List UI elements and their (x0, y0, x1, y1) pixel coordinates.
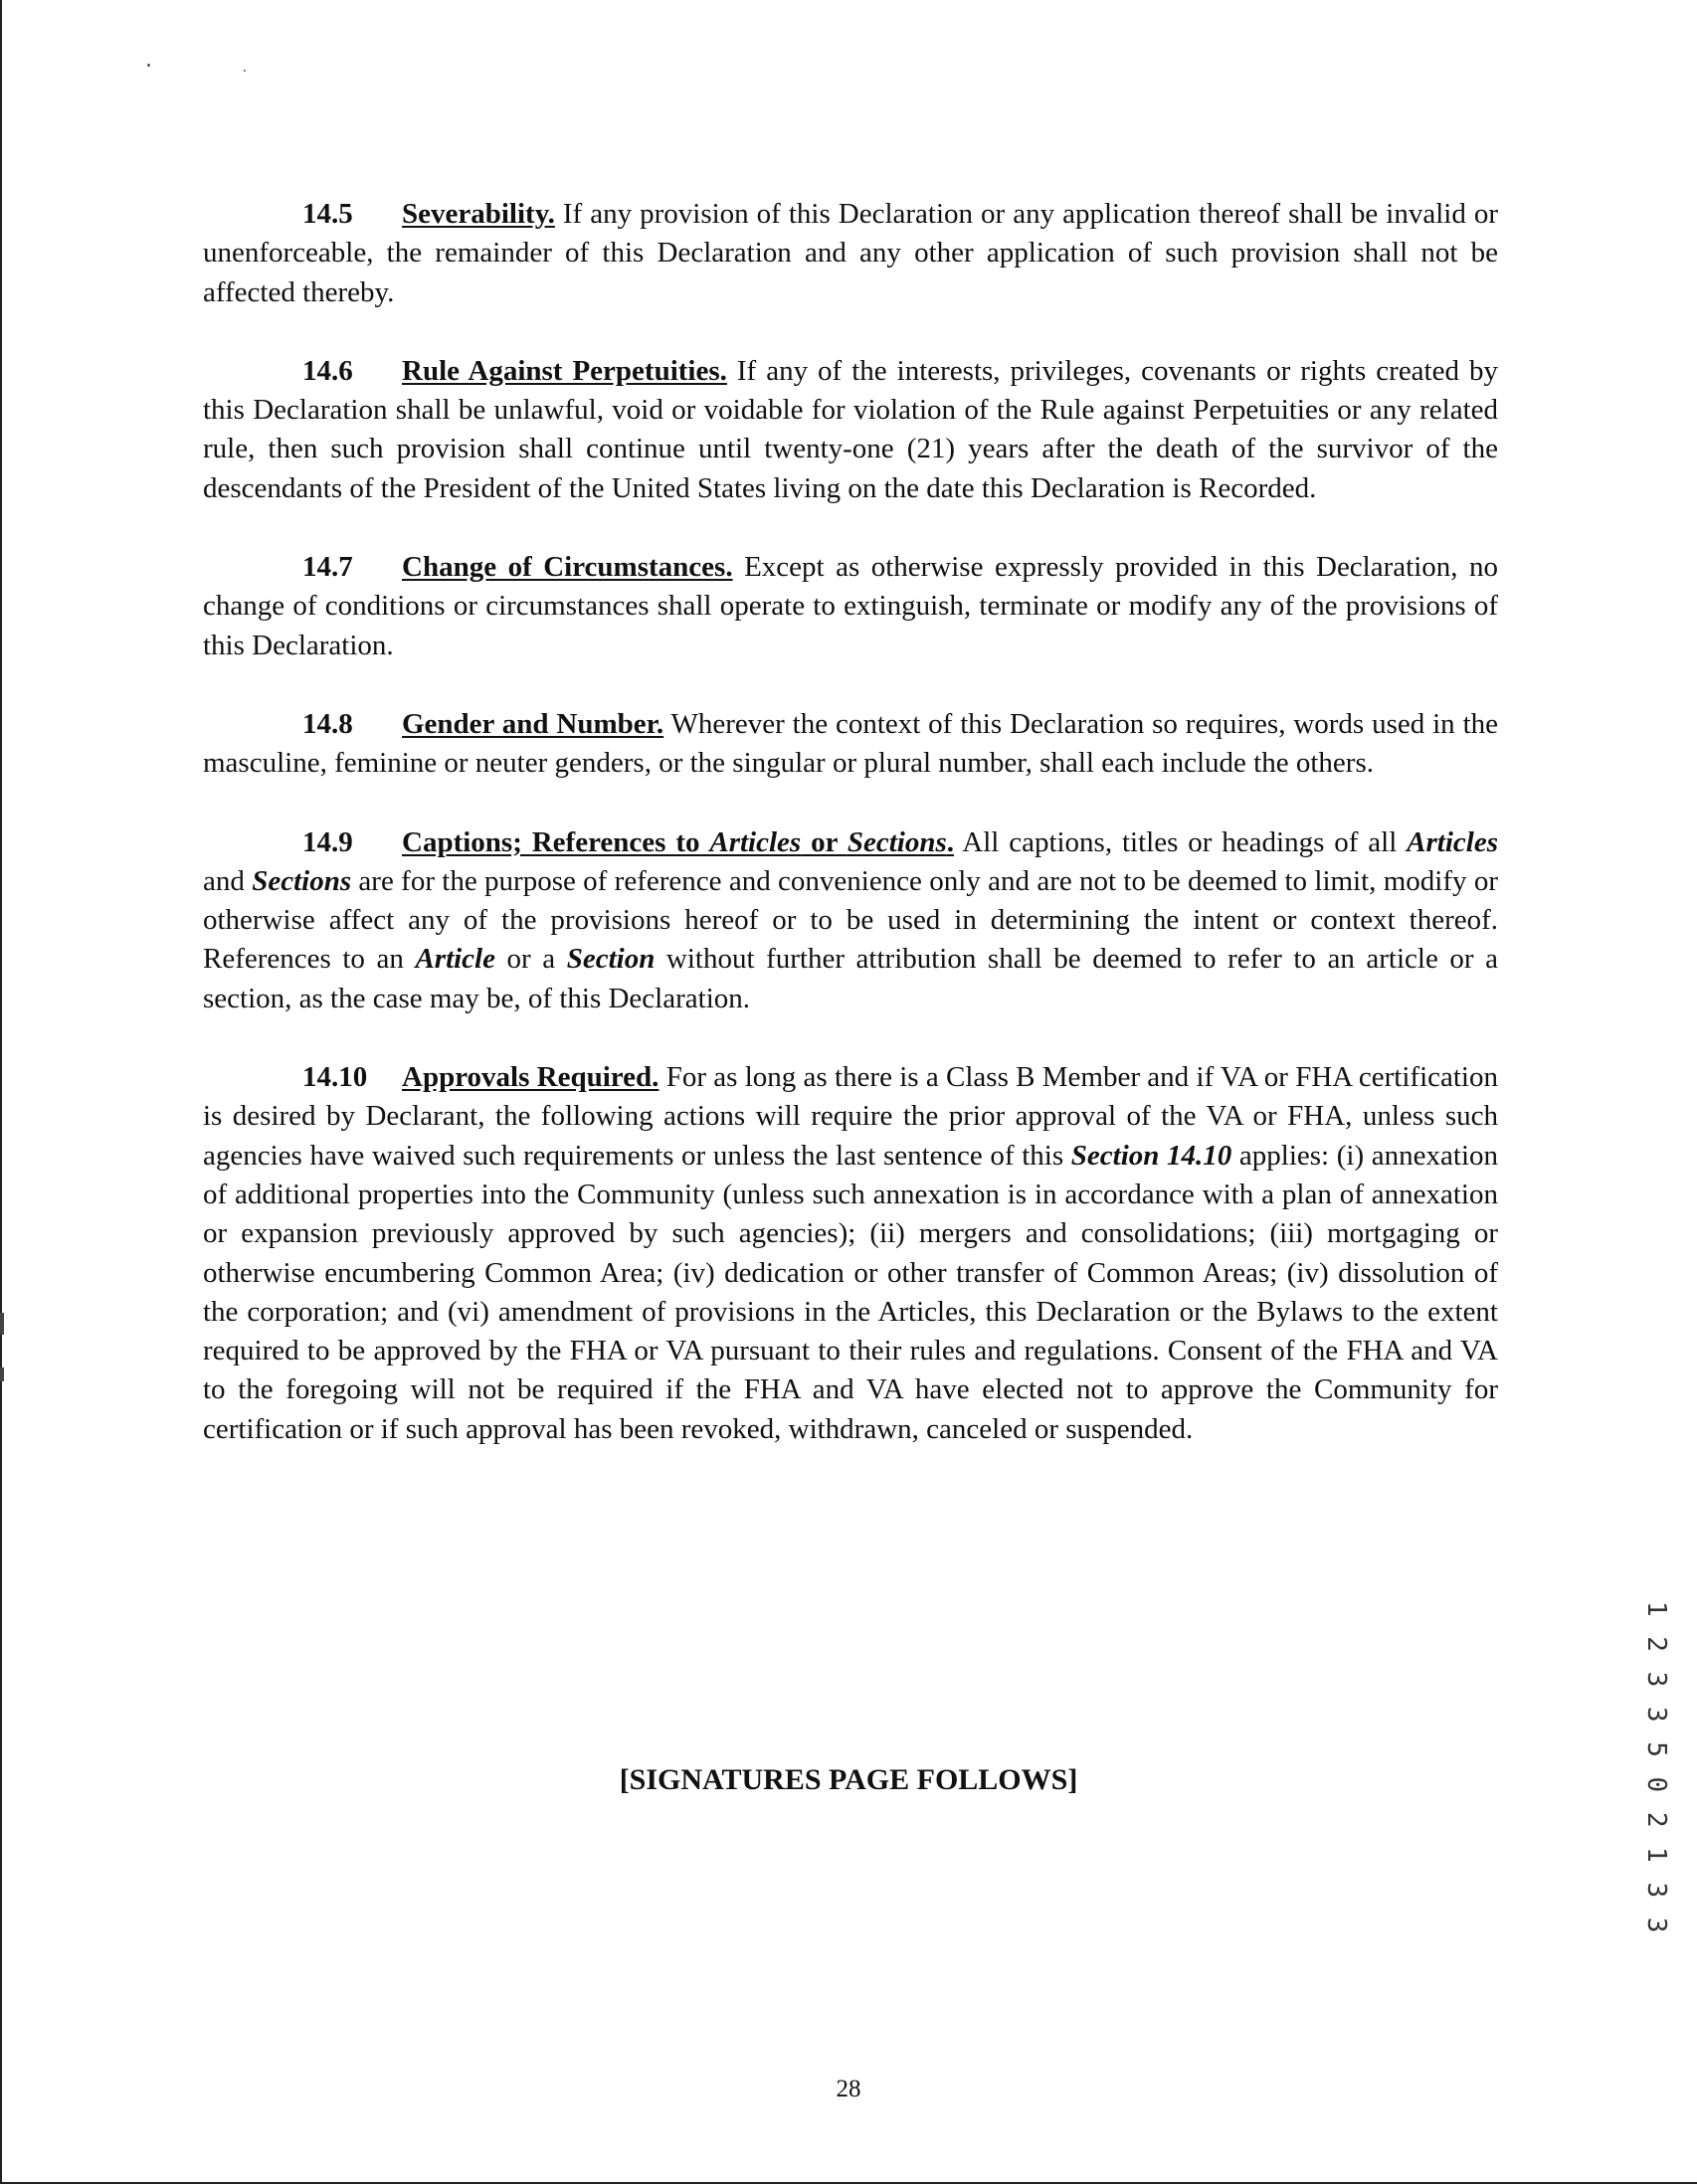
recording-stamp (1641, 1601, 1671, 1935)
section-14-7 (203, 548, 1498, 665)
heading-part-italic: Sections (847, 825, 947, 858)
defined-term: Article (415, 943, 495, 976)
page-number: 28 (836, 2076, 861, 2102)
heading-part: or (801, 825, 848, 858)
section-text: are for the purpose of reference and convenience only and are not to be deemed to limit, modify or otherwise affect any of the provisions hereof or to be used in determining the intent or context thereof. References to an (203, 864, 1498, 976)
section-text: Except as otherwise expressly provided in this Declaration, no change of conditions or circumstances shall operate to extinguish, terminate or modify any of the provisions of this Declaration. (203, 551, 1498, 661)
section-number: 14.7 (302, 551, 353, 584)
section-text: If any provision of this Declaration or any application thereof shall be invalid or unenforceable, the remainder of this Declaration and any other application of such provision shall not be affected thereby. (203, 198, 1498, 308)
section-14-6 (203, 352, 1498, 508)
section-heading: Approvals Required. (402, 1061, 660, 1094)
scan-speck (244, 70, 246, 72)
section-heading: Severability. (402, 198, 555, 230)
section-text: without further attribution shall be deemed to refer to an article or a section, as the case may be, of this Declaration. (203, 943, 1499, 1014)
section-14-5 (203, 195, 1498, 312)
document-body (203, 195, 1498, 1489)
section-number: 14.8 (302, 707, 353, 740)
defined-term: Section (566, 943, 656, 976)
section-number: 14.5 (302, 198, 353, 230)
defined-term: Sections (252, 864, 352, 897)
defined-term: Section 14.10 (1070, 1139, 1232, 1172)
section-number: 14.6 (302, 354, 353, 387)
section-text: All captions, titles or headings of all (953, 825, 1408, 858)
section-text: or a (494, 943, 567, 976)
section-text: If any of the interests, privileges, covenants or rights created by this Declaration shall be unlawful, void or voidable for violation of the Rule against Perpetuities or any related rule, then such provision shall continue until twenty-one (21) years after the death of the survivor of the descendants of the President of the United States living on the date this Declaration is Recorded. (203, 354, 1498, 504)
section-14-8 (203, 705, 1498, 784)
signatures-notice: [SIGNATURES PAGE FOLLOWS] (619, 1763, 1078, 1796)
section-heading: Change of Circumstances. (402, 551, 733, 584)
recording-stamp-text: 1 2 3 3 5 0 2 1 3 3 (1641, 1601, 1671, 1935)
section-14-9 (203, 823, 1498, 1018)
defined-term: Articles (1407, 825, 1498, 858)
section-text: Wherever the context of this Declaration so requires, words used in the masculine, feminine or neuter genders, or the singular or plural number, shall each include the others. (203, 707, 1498, 780)
scan-edge-mark (0, 1367, 4, 1381)
scan-edge-mark (0, 1313, 4, 1335)
section-text: and (203, 864, 253, 897)
section-number: 14.10 (302, 1061, 368, 1094)
heading-part: Captions; References to (402, 825, 710, 858)
section-heading: Rule Against Perpetuities. (402, 354, 727, 387)
section-number: 14.9 (302, 825, 353, 858)
heading-part: . (946, 825, 954, 858)
section-heading: Gender and Number. (402, 707, 664, 740)
section-text: applies: (i) annexation of additional properties into the Community (unless such annexation is in accordance with a plan of annexation or expansion previously approved by such agencies); (ii) mergers and consolidations; (iii) mortgaging or otherwise encumbering Common Area; (iv) dedication or other transfer of Common Areas; (iv) dissolution of the corporation; and (vi) amendment of provisions in the Articles, this Declaration or the Bylaws to the extent required to be approved by the FHA or VA pursuant to their rules and regulations. Consent of the FHA and VA to the foregoing will not be required if the FHA and VA have elected not to approve the Community for certification or if such approval has been revoked, withdrawn, canceled or suspended. (203, 1139, 1498, 1445)
scan-speck (147, 64, 150, 67)
heading-part-italic: Articles (709, 825, 802, 858)
section-text: For as long as there is a Class B Member and if VA or FHA certification is desired by Declarant, the following actions will require the prior approval of the VA or FHA, unless such agencies have waived such requirements or unless the last sentence of this (203, 1061, 1498, 1172)
section-14-10 (203, 1058, 1498, 1449)
section-heading (402, 826, 954, 858)
